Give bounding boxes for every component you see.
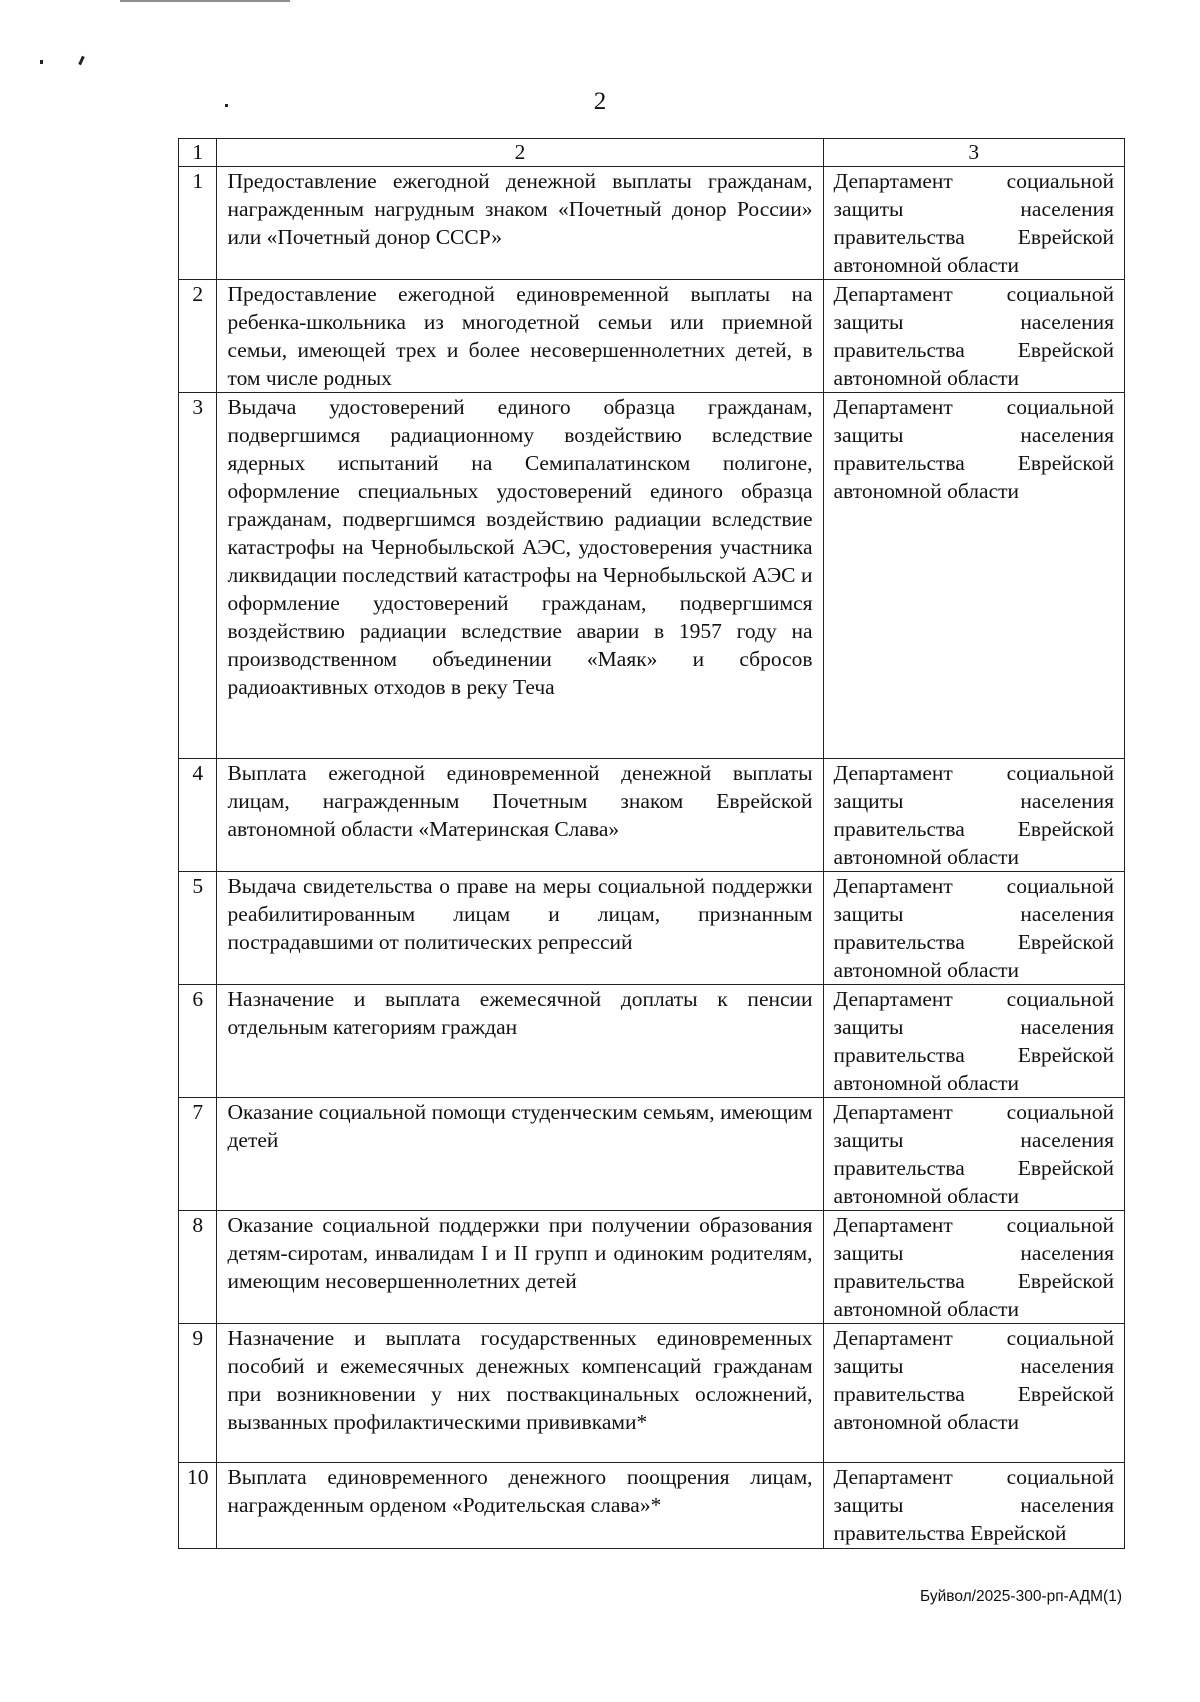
- table-row: [179, 1211, 1125, 1324]
- table-row: [179, 1324, 1125, 1463]
- service-description: Выплата ежегодной единовременной денежной выплаты лицам, награжденным Почетным знаком Еврейской автономной области «Материнская Слава»: [217, 759, 823, 872]
- responsible-department: Департамент социальной защиты населения правительства Еврейской автономной области: [823, 393, 1124, 759]
- services-table: [178, 138, 1125, 1549]
- row-number: 8: [179, 1211, 217, 1324]
- responsible-department: Департамент социальной защиты населения правительства Еврейской автономной области: [823, 167, 1124, 280]
- service-description: Оказание социальной помощи студенческим семьям, имеющим детей: [217, 1098, 823, 1211]
- responsible-department: Департамент социальной защиты населения правительства Еврейской автономной области: [823, 1211, 1124, 1324]
- service-description: Оказание социальной поддержки при получении образования детям-сиротам, инвалидам I и II групп и одиноким родителям, имеющим несовершеннолетних детей: [217, 1211, 823, 1324]
- row-number: 1: [179, 167, 217, 280]
- responsible-department: Департамент социальной защиты населения правительства Еврейской автономной области: [823, 1324, 1124, 1463]
- document-code: Буйвол/2025-300-рп-АДМ(1): [920, 1588, 1122, 1605]
- header-col-3: 3: [823, 139, 1124, 167]
- scan-mark: [78, 56, 85, 65]
- responsible-department: Департамент социальной защиты населения правительства Еврейской: [823, 1463, 1124, 1549]
- row-number: 3: [179, 393, 217, 759]
- header-col-1: 1: [179, 139, 217, 167]
- row-number: 10: [179, 1463, 217, 1549]
- table-row: [179, 1463, 1125, 1549]
- row-number: 7: [179, 1098, 217, 1211]
- service-description: Предоставление ежегодной единовременной выплаты на ребенка-школьника из многодетной семьи или приемной семьи, имеющей трех и более несовершеннолетних детей, в том числе родных: [217, 280, 823, 393]
- service-description: Назначение и выплата государственных единовременных пособий и ежемесячных денежных компенсаций гражданам при возникновении у них поствакцинальных осложнений, вызванных профилактическими прививками*: [217, 1324, 823, 1463]
- table-row: [179, 1098, 1125, 1211]
- service-description: Назначение и выплата ежемесячной доплаты к пенсии отдельным категориям граждан: [217, 985, 823, 1098]
- responsible-department: Департамент социальной защиты населения правительства Еврейской автономной области: [823, 1098, 1124, 1211]
- table-row: [179, 393, 1125, 759]
- scan-mark: [40, 60, 43, 64]
- table-row: [179, 985, 1125, 1098]
- header-col-2: 2: [217, 139, 823, 167]
- table-row: [179, 759, 1125, 872]
- scan-mark: [120, 0, 290, 2]
- row-number: 4: [179, 759, 217, 872]
- service-description: Выплата единовременного денежного поощрения лицам, награжденным орденом «Родительская слава»*: [217, 1463, 823, 1549]
- row-number: 9: [179, 1324, 217, 1463]
- row-number: 2: [179, 280, 217, 393]
- service-description: Выдача удостоверений единого образца гражданам, подвергшимся радиационному воздействию вследствие ядерных испытаний на Семипалатинском полигоне, оформление специальных удостоверений единого образца гражданам, подвергшимся воздействию радиации вследствие катастрофы на Чернобыльской АЭС, удостоверения участника ликвидации последствий катастрофы на Чернобыльской АЭС и оформление удостоверений гражданам, подвергшимся воздействию радиации вследствие аварии в 1957 году на производственном объединении «Маяк» и сбросов радиоактивных отходов в реку Теча: [217, 393, 823, 759]
- table-row: [179, 167, 1125, 280]
- table-row: [179, 872, 1125, 985]
- row-number: 6: [179, 985, 217, 1098]
- responsible-department: Департамент социальной защиты населения правительства Еврейской автономной области: [823, 759, 1124, 872]
- row-number: 5: [179, 872, 217, 985]
- service-description: Выдача свидетельства о праве на меры социальной поддержки реабилитированным лицам и лицам, признанным пострадавшими от политических репрессий: [217, 872, 823, 985]
- responsible-department: Департамент социальной защиты населения правительства Еврейской автономной области: [823, 872, 1124, 985]
- service-description: Предоставление ежегодной денежной выплаты гражданам, награжденным нагрудным знаком «Почетный донор России» или «Почетный донор СССР»: [217, 167, 823, 280]
- table-header-row: [179, 139, 1125, 167]
- responsible-department: Департамент социальной защиты населения правительства Еврейской автономной области: [823, 280, 1124, 393]
- table-row: [179, 280, 1125, 393]
- responsible-department: Департамент социальной защиты населения правительства Еврейской автономной области: [823, 985, 1124, 1098]
- page-number: 2: [593, 88, 607, 115]
